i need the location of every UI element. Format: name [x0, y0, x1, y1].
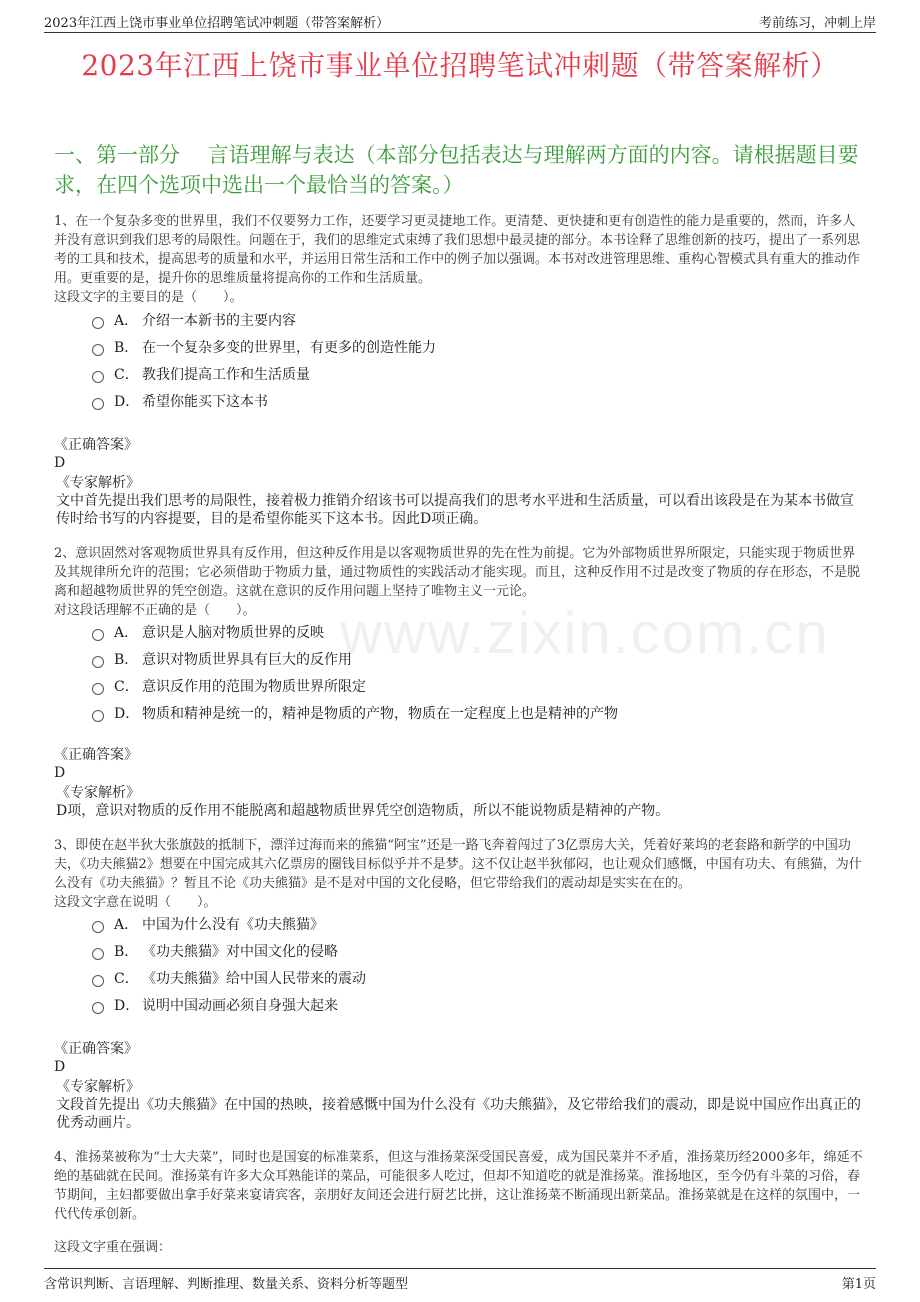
question-2: [54, 544, 864, 620]
radio-icon[interactable]: [92, 656, 104, 668]
explanation-2: [56, 784, 866, 820]
radio-icon[interactable]: [92, 683, 104, 695]
answer-label: 《正确答案》: [54, 747, 138, 763]
option-a[interactable]: A． 中国为什么没有《功夫熊猫》: [92, 912, 852, 939]
page-header: [44, 10, 876, 33]
answer-label: 《正确答案》: [54, 437, 138, 453]
answer-value: D: [54, 455, 66, 471]
explanation-text: D项，意识对物质的反作用不能脱离和超越物质世界凭空创造物质，所以不能说物质是精神的产物。: [56, 803, 670, 819]
question-ask: 这段文字意在说明（ ）。: [54, 895, 217, 910]
question-stem: 3、即使在赵半狄大张旗鼓的抵制下，漂洋过海而来的熊猫“阿宝”还是一路飞奔着闯过了3亿票房大关，凭着好莱坞的老套路和新学的中国功夫，《功夫熊猫2》想要在中国完成其六亿票房的圈钱目标似乎并不是梦。这不仅让赵半狄郁闷，也让观众们感慨，中国有功夫、有熊猫，为什么没有《功夫熊猫》？暂且不论《功夫熊猫》是不是对中国的文化侵略，但它带给我们的震动却是实实在在的。: [54, 838, 862, 891]
option-b[interactable]: B． 意识对物质世界具有巨大的反作用: [92, 647, 852, 674]
watermark: www.zixin.com.cn: [340, 601, 830, 666]
header-left-text: 2023年江西上饶市事业单位招聘笔试冲刺题（带答案解析）: [44, 16, 390, 31]
question-1: [54, 212, 864, 307]
option-d[interactable]: D． 物质和精神是统一的，精神是物质的产物，物质在一定程度上也是精神的产物: [92, 701, 852, 728]
answer-value: D: [54, 765, 66, 781]
answer-label: 《正确答案》: [54, 1041, 138, 1057]
answer-3: [54, 1040, 864, 1076]
explanation-text: 文段首先提出《功夫熊猫》在中国的热映，接着感慨中国为什么没有《功夫熊猫》，及它带给我们的震动，即是说中国应作出真正的优秀动画片。: [56, 1097, 861, 1131]
option-b[interactable]: B． 《功夫熊猫》对中国文化的侵略: [92, 939, 852, 966]
radio-icon[interactable]: [92, 1002, 104, 1014]
question-stem: 1、在一个复杂多变的世界里，我们不仅要努力工作，还要学习更灵捷地工作。更清楚、更快捷和更有创造性的能力是重要的，然而，许多人并没有意识到我们思考的局限性。问题在于，我们的思维定式束缚了我们思想中最灵捷的部分。本书诠释了思维创新的技巧，提出了一系列思考的工具和技术，提高思考的质量和水平，并运用日常生活和工作中的例子加以强调。本书对改进管理思维、重构心智模式具有重大的推动作用。更重要的是，提升你的思维质量将提高你的工作和生活质量。: [54, 214, 861, 286]
footer-left-text: 含常识判断、言语理解、判断推理、数量关系、资料分析等题型: [44, 1277, 409, 1292]
option-a[interactable]: A． 介绍一本新书的主要内容: [92, 308, 852, 335]
question-stem: 4、淮扬菜被称为“士大夫菜”，同时也是国宴的标准菜系，但这与淮扬菜深受国民喜爱，成为国民菜并不矛盾，淮扬菜历经2000多年，绵延不绝的基础就在民间。淮扬菜有许多大众耳熟能详的菜品，可能很多人吃过，但却不知道吃的就是淮扬菜。淮扬地区，至今仍有斗菜的习俗，春节期间，主妇都要做出拿手好菜来宴请宾客，亲朋好友间还会进行厨艺比拼，这让淮扬菜不断涌现出新菜品。淮扬菜就是在这样的氛围中，一代代传承创新。: [54, 1150, 863, 1222]
radio-icon[interactable]: [92, 710, 104, 722]
explanation-3: [56, 1078, 866, 1132]
radio-icon[interactable]: [92, 317, 104, 329]
options-3: [92, 912, 852, 1020]
option-b[interactable]: B． 在一个复杂多变的世界里，有更多的创造性能力: [92, 335, 852, 362]
header-right-text: 考前练习，冲刺上岸: [758, 16, 876, 31]
question-ask: 对这段话理解不正确的是（ ）。: [54, 603, 256, 618]
answer-value: D: [54, 1059, 66, 1075]
option-c[interactable]: C． 《功夫熊猫》给中国人民带来的震动: [92, 966, 852, 993]
option-c[interactable]: C． 意识反作用的范围为物质世界所限定: [92, 674, 852, 701]
radio-icon[interactable]: [92, 371, 104, 383]
option-d[interactable]: D． 希望你能买下这本书: [92, 389, 852, 416]
radio-icon[interactable]: [92, 975, 104, 987]
options-1: [92, 308, 852, 416]
radio-icon[interactable]: [92, 344, 104, 356]
option-a[interactable]: A． 意识是人脑对物质世界的反映: [92, 620, 852, 647]
radio-icon[interactable]: [92, 629, 104, 641]
radio-icon[interactable]: [92, 948, 104, 960]
option-c[interactable]: C． 教我们提高工作和生活质量: [92, 362, 852, 389]
explanation-1: [56, 474, 866, 528]
answer-2: [54, 746, 864, 782]
option-d[interactable]: D． 说明中国动画必须自身强大起来: [92, 993, 852, 1020]
explanation-label: 《专家解析》: [56, 785, 140, 801]
question-ask: 这段文字的主要目的是（ ）。: [54, 290, 243, 305]
question-stem: 2、意识固然对客观物质世界具有反作用，但这种反作用是以客观物质世界的先在性为前提。它为外部物质世界所限定，只能实现于物质世界及其规律所允许的范围；它必须借助于物质力量，通过物质性的实践活动才能实现。而且，这种反作用不过是改变了物质的存在形态，不是脱离和超越物质世界的凭空创造。这就在意识的反作用问题上坚持了唯物主义一元论。: [54, 546, 861, 599]
explanation-text: 文中首先提出我们思考的局限性，接着极力推销介绍该书可以提高我们的思考水平进和生活质量，可以看出该段是在为某本书做宣传时给书写的内容提要，目的是希望你能买下这本书。因此D项正确。: [56, 493, 854, 527]
page-number: 第1页: [841, 1277, 876, 1292]
answer-1: [54, 436, 864, 472]
section-heading: 一、第一部分 言语理解与表达（本部分包括表达与理解两方面的内容。请根据题目要求，在四个选项中选出一个最恰当的答案。）: [54, 143, 859, 197]
page-footer: [44, 1268, 876, 1291]
options-2: [92, 620, 852, 728]
question-3: [54, 836, 864, 912]
question-4: [54, 1148, 864, 1257]
document-title: 2023年江西上饶市事业单位招聘笔试冲刺题（带答案解析）: [81, 49, 839, 82]
question-ask: 这段文字重在强调：: [54, 1240, 172, 1255]
radio-icon[interactable]: [92, 398, 104, 410]
radio-icon[interactable]: [92, 921, 104, 933]
explanation-label: 《专家解析》: [56, 1079, 140, 1095]
explanation-label: 《专家解析》: [56, 475, 140, 491]
